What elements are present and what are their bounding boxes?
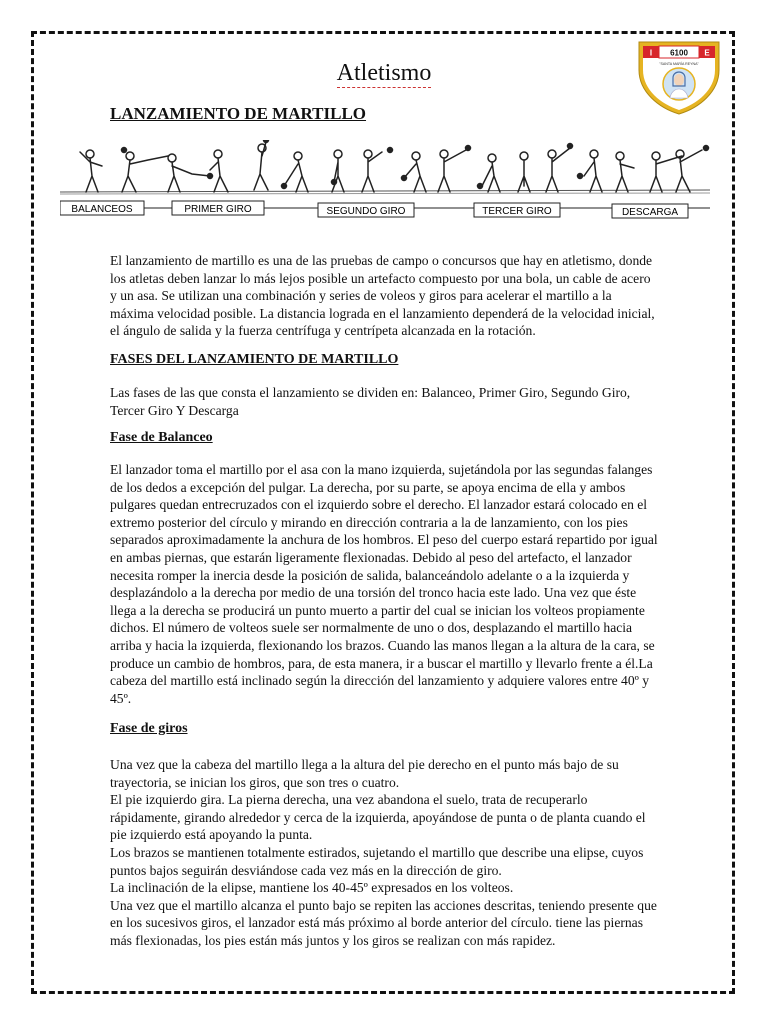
giros-paragraph: Una vez que el martillo alcanza el punto bajo se repiten las acciones descritas, teniendo presente que en los sucesivos giros, el lanzador está más próximo al borde anterior del círculo. tiene las piernas más flexionadas, los pies están más juntos y los giros se realizan con más rapidez.: [110, 897, 657, 948]
giros-paragraph: Una vez que la cabeza del martillo llega a la altura del pie derecho en el punto más bajo de su trayectoria, se inician los giros, que son tres o cuatro.: [110, 757, 619, 790]
main-heading: LANZAMIENTO DE MARTILLO: [110, 104, 367, 123]
giros-heading: Fase de giros: [110, 721, 188, 736]
crest-right-letter: E: [704, 48, 710, 58]
giros-paragraph: La inclinación de la elipse, mantiene los 40-45º expresados en los volteos.: [110, 880, 514, 896]
crest-left-letter: I: [649, 48, 653, 58]
page-title: Atletismo: [336, 60, 432, 86]
school-crest-logo: [637, 40, 721, 116]
phase-label-tercer-giro: TERCER GIRO: [482, 206, 552, 217]
crest-banner: "SANTA MARÍA REYNA": [659, 62, 699, 66]
balanceo-paragraph: El lanzador toma el martillo por el asa con la mano izquierda, sujetándola por las segundas falanges de los dedos a excepción del pulgar. La derecha, por su parte, se apoya encima de ella y ambos pulgares quedan entrecruzados con el izquierdo sobre el derecho. El lanzador estará colocado en el extremo posterior del círculo y mirando en dirección contraria a la de lanzamiento, con los pies separados aproximadamente la anchura de los hombros. El peso del cuerpo estará repartido por igual en ambas piernas, que estarán ligeramente flexionadas. Debido al peso del artefacto, el lanzador necesita romper la inercia desde la posición de salida, balanceándolo adelante o a la izquierda y desplazándolo a la derecha por medio de una torsión del tronco hacia este lado. Una vez que éste llega a la derecha se producirá un punto muerto a partir del cual se inician los volteos propiamente dichos. El número de volteos suele ser normalmente de uno o dos, desplazando el martillo hacia arriba y hacia la izquierda, flexionando los brazos. Cuando las manos llegan a la altura de la cara, se produce un cambio de hombros, para, de esta manera, ir a buscar el martillo y llevarlo frente a él.La cabeza del martillo está inclinado según la dirección del lanzamiento y adquiere valores entre 40º y 45º.: [110, 462, 658, 706]
phase-label-primer-giro: PRIMER GIRO: [184, 204, 252, 215]
phases-heading: FASES DEL LANZAMIENTO DE MARTILLO: [110, 352, 399, 367]
phase-label-balanceos: BALANCEOS: [71, 204, 133, 215]
balanceo-heading: Fase de Balanceo: [110, 430, 213, 445]
hammer-throw-sequence-illustration: [60, 140, 710, 226]
crest-number: 6100: [670, 48, 688, 58]
giros-paragraph: Los brazos se mantienen totalmente estirados, sujetando el martillo que describe una elipse, cuyos puntos bajos seguirán desviándose cada vez más en la dirección de giro.: [110, 844, 644, 878]
phase-label-descarga: DESCARGA: [621, 207, 679, 218]
giros-paragraph: El pie izquierdo gira. La pierna derecha, una vez abandona el suelo, trata de recuperarlo rápidamente, girando alrededor y cerca de la izquierda, apoyándose de punta o de planta cuando el pie izquierdo está apoyando la punta.: [110, 792, 646, 843]
phases-paragraph: Las fases de las que consta el lanzamiento se dividen en: Balanceo, Primer Giro, Segundo Giro, Tercer Giro Y Descarga: [110, 385, 631, 418]
phase-label-segundo-giro: SEGUNDO GIRO: [326, 206, 406, 217]
intro-paragraph: El lanzamiento de martillo es una de las pruebas de campo o concursos que hay en atletismo, donde los atletas deben lanzar lo más lejos posible un artefacto compuesto por una bola, un cable de acero y un asa. Se utilizan una combinación y series de voleos y giros para acelerar el martillo a la máxima velocidad posible. La distancia lograda en el lanzamiento dependerá de la velocidad inicial, el ángulo de salida y la fuerza centrífuga y centrípeta alcanzada en la rotación.: [110, 253, 655, 339]
giros-paragraphs: [110, 756, 658, 950]
